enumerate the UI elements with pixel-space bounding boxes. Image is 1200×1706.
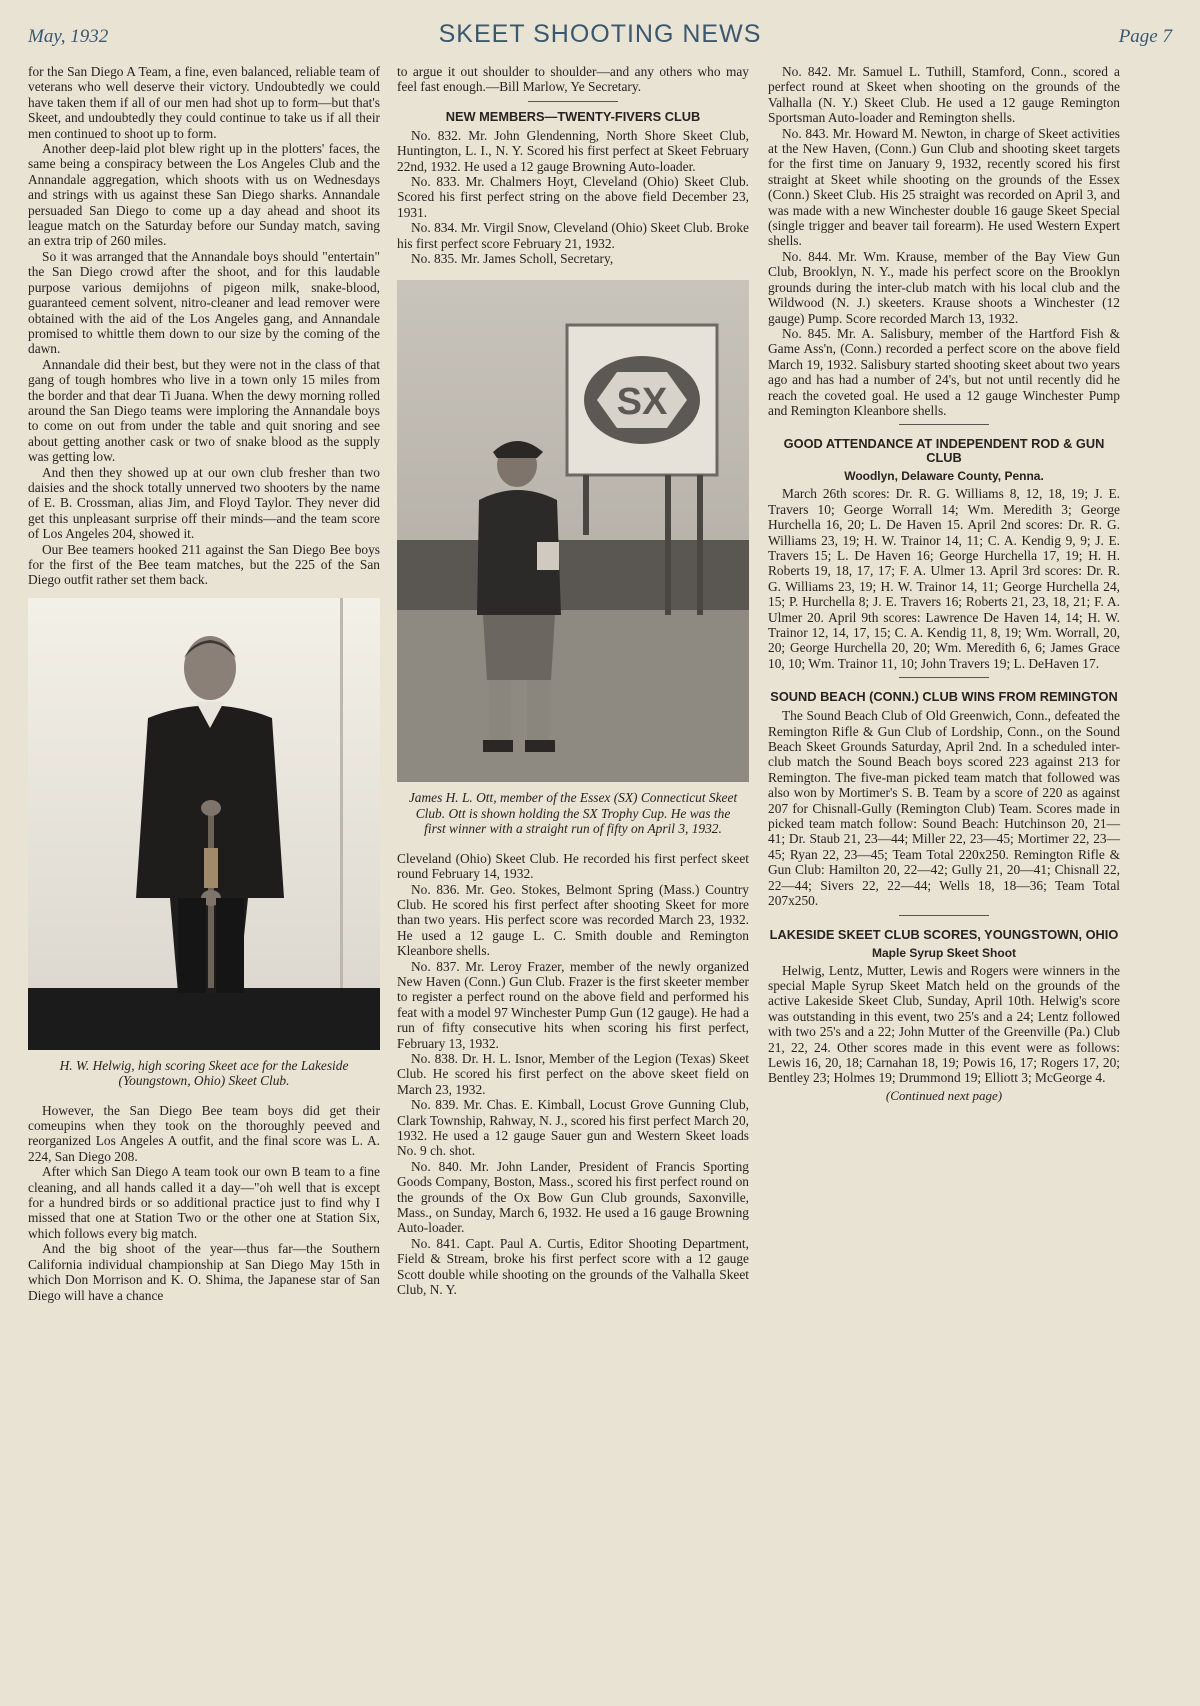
section-subheading: Maple Syrup Skeet Shoot xyxy=(871,945,1017,960)
paragraph: No. 834. Mr. Virgil Snow, Cleveland (Ohio) Skeet Club. Broke his first perfect score February 21, 1932. xyxy=(397,220,749,251)
section-subheading: Woodlyn, Delaware County, Penna. xyxy=(844,469,1044,484)
paragraph: And then they showed up at our own club fresher than two daisies and the shock totally unnerved two shooters by the name of E. B. Crossman, alias Jim, and Floyd Taylor. They never did get this unpleasant surprise off their minds—and the team score of Los Angeles 204, showed it. xyxy=(28,464,380,542)
divider xyxy=(899,915,989,916)
paragraph: No. 840. Mr. John Lander, President of Francis Sporting Goods Company, Boston, Mass., scored his first perfect round on the grounds of the Ox Bow Gun Club grounds, Saxonville, Mass., on Sunday, March 6, 1932. He used a 16 gauge Browning Auto-loader. xyxy=(397,1158,749,1236)
paragraph: No. 843. Mr. Howard M. Newton, in charge of Skeet activities at the New Haven, (Conn.) Gun Club and shooting skeet targets for the first time on January 9, 1932, recently scored his first straight at Skeet while shooting on the grounds of the Essex (Conn.) Skeet Club. His 25 straight was recorded on April 3, and was made with a new Winchester double 16 gauge Skeet Special (single trigger and beaver tail forearm). He used Western Expert shells. xyxy=(768,125,1120,249)
ott-photo-image xyxy=(397,280,749,782)
paragraph: Annandale did their best, but they were not in the class of that gang of tough hombres who live in a town only 15 miles from the border and that dear Ti Juana. When the dewy morning rolled around the San Diego teams were imploring the Annandale boys to come on out from under the table and quit snoring and see about getting another cask or two of snake blood as the supply was getting low. xyxy=(28,356,380,465)
section-heading: LAKESIDE SKEET CLUB SCORES, YOUNGSTOWN, OHIO xyxy=(769,926,1119,942)
page-number: Page 7 xyxy=(1118,26,1172,47)
paragraph: No. 839. Mr. Chas. E. Kimball, Locust Grove Gunning Club, Clark Township, Rahway, N. J., scored his first perfect March 20, 1932. He used a 12 gauge Sauer gun and Western Skeet loads No. 9 ch. shot. xyxy=(397,1097,749,1159)
divider xyxy=(899,677,989,678)
paragraph: And the big shoot of the year—thus far—the Southern California individual championship at San Diego May 15th in which Don Morrison and K. O. Shima, the Japanese star of San Diego will have a chance xyxy=(28,1241,380,1303)
paragraph: No. 832. Mr. John Glendenning, North Shore Skeet Club, Huntington, L. I., N. Y. Scored his first perfect at Skeet February 22nd, 1932. He used a 12 gauge Browning Auto-loader. xyxy=(397,127,749,174)
issue-date: May, 1932 xyxy=(28,26,109,47)
paragraph: No. 833. Mr. Chalmers Hoyt, Cleveland (Ohio) Skeet Club. Scored his first perfect string on the above field December 23, 1931. xyxy=(397,174,749,220)
paragraph: The Sound Beach Club of Old Greenwich, Conn., defeated the Remington Rifle & Gun Club of Lordship, Conn., on the Sound Beach Skeet Grounds Saturday, April 2nd. In a scheduled inter-club match the Sound Beach boys scored 223 against 213 for Remington. The five-man picked team match that followed was also won by Mortimer's S. B. Team by a score of 220 as against 207 for Chisnall-Gully (Remington Club) Team. Scores made in picked team match follow: Sound Beach: Hutchinson 20, 21—41; Dr. Staub 21, 23—44; Miller 22, 23—45; Mortimer 22, 23—45; Ryan 22, 23—45; Team Total 220x250. Remington Rifle & Gun Club: Hamilton 20, 22—42; Gully 21, 20—41; Chisnall 22, 22—44; Sivers 22, 22—44; Wells 18, 18—36; Team Total 207x250. xyxy=(768,708,1120,909)
photo-caption: James H. L. Ott, member of the Essex (SX) Connecticut Skeet Club. Ott is shown holding the SX Trophy Cup. He was the first winner with a straight run of fifty on April 3, 1932. xyxy=(408,790,738,837)
paragraph: to argue it out shoulder to shoulder—and any others who may feel fast enough.—Bill Marlow, Ye Secretary. xyxy=(397,64,749,95)
paragraph: for the San Diego A Team, a fine, even balanced, reliable team of veterans who well deserve their victory. Undoubtedly we could have taken them if all of our men had shot up to form—but that's Skeet, and undoubtedly they could continue to take us if all their men continued to shoot up to form. xyxy=(28,64,380,141)
paragraph: No. 842. Mr. Samuel L. Tuthill, Stamford, Conn., scored a perfect round at Skeet when shooting on the grounds of the Valhalla (N. Y.) Skeet Club. He used a 12 gauge Remington Sportsman Auto-loader and Remington shells. xyxy=(768,64,1120,126)
column-2 xyxy=(397,64,749,1297)
paragraph: Cleveland (Ohio) Skeet Club. He recorded his first perfect skeet round February 14, 1932. xyxy=(397,850,749,882)
paragraph: No. 844. Mr. Wm. Krause, member of the Bay View Gun Club, Brooklyn, N. Y., made his perfect score on the Brooklyn grounds during the inter-club match with his local club and the Wildwood (N. J.) skeeters. Krause shoots a Winchester (12 gauge) Pump. Score recorded March 13, 1932. xyxy=(768,248,1120,326)
column-3 xyxy=(768,64,1120,1104)
paragraph: After which San Diego A team took our own B team to a fine cleaning, and all hands called it a day—"oh well that is except for a hundred birds or so additional practice just to find why I missed that one at Station Two or the other one at Station Six, which follows every big match. xyxy=(28,1164,380,1241)
column-1 xyxy=(28,64,380,1303)
paragraph: No. 838. Dr. H. L. Isnor, Member of the Legion (Texas) Skeet Club. He scored his first perfect on the above skeet field on March 23, 1932. xyxy=(397,1050,749,1097)
continued-note: (Continued next page) xyxy=(885,1087,1003,1103)
helwig-photo xyxy=(28,598,380,1050)
paragraph: No. 841. Capt. Paul A. Curtis, Editor Shooting Department, Field & Stream, broke his first perfect score with a 12 gauge Scott double while shooting on the grounds of the Valhalla Skeet Club, N. Y. xyxy=(397,1235,749,1298)
page-header xyxy=(28,18,1172,58)
trophy-sign-letters: SX xyxy=(616,381,668,424)
paragraph: No. 835. Mr. James Scholl, Secretary, xyxy=(411,251,614,267)
paragraph: No. 837. Mr. Leroy Frazer, member of the newly organized New Haven (Conn.) Gun Club. Frazer is the first skeeter member to register a perfect round on the above field and performed his feat with a model 97 Winchester Pump Gun (12 gauge). He had a run of fifty consecutive hits when scoring his first perfect, February 13, 1932. xyxy=(397,958,749,1051)
helwig-photo-image xyxy=(28,598,380,1050)
ott-photo xyxy=(397,280,749,782)
paragraph: No. 845. Mr. A. Salisbury, member of the Hartford Fish & Game Ass'n, (Conn.) recorded a perfect score on the above field March 19, 1932. Salisbury started shooting skeet about two years ago and has had a number of 24's, but not until recently did he reach the coveted goal. He used a 12 gauge Winchester Pump and Remington Kleanbore shells. xyxy=(768,325,1120,418)
paragraph: March 26th scores: Dr. R. G. Williams 8, 12, 18, 19; J. E. Travers 10; George Worrall 14; Wm. Meredith 3; George Hurchella 16, 20; L. De Haven 15. April 2nd scores: Dr. R. G. Williams 23, 19; H. W. Trainor 14, 11; C. A. Kendig 9, 9; J. E. Travers 15; L. De Haven 16; George Hurchella 17, 19; H. H. Roberts 19, 18, 17, 17; F. A. Ulmer 13. April 3rd scores: Dr. R. G. Williams 23, 19; H. W. Trainor 14, 11; George Hurchella 24, 15; P. Hurchella 8; J. E. Travers 16; Roberts 21, 23, 18, 21; F. A. Ulmer 20. April 9th scores: Lawrence De Haven 14, 14; H. W. Trainor 12, 14, 17, 15; C. A. Kendig 11, 8, 19; Wm. Worrall, 20, 20; George Hurchella 20, 20; Wm. Meredith 6, 6; James Grace 10, 10; Wm. Trainor 11, 10; John Travers 19; L. DeHaven 17. xyxy=(768,486,1120,671)
publication-title: SKEET SHOOTING NEWS xyxy=(438,20,762,48)
photo-caption: H. W. Helwig, high scoring Skeet ace for the Lakeside (Youngstown, Ohio) Skeet Club. xyxy=(59,1057,349,1089)
section-heading: NEW MEMBERS—TWENTY-FIVERS CLUB xyxy=(445,108,701,124)
paragraph: So it was arranged that the Annandale boys should "entertain" the San Diego crowd after the shoot, and for this laudable purpose various demijohns of pigeon milk, snake-blood, guaranteed cement solvent, nitro-cleaner and lead remover were obtained with the aid of the Los Angeles gang, and Annandale promised to whittle them down to our size by the coming of the dawn. xyxy=(28,248,380,357)
section-heading: GOOD ATTENDANCE AT INDEPENDENT ROD & GUN CLUB xyxy=(783,436,1105,466)
divider xyxy=(528,101,618,102)
paragraph: Another deep-laid plot blew right up in the plotters' faces, the same being a conspiracy between the Los Angeles Club and the Annandale aggregation, which shoots with us on Wednesdays and strings with us against these San Diego sharks. Annandale persuaded San Diego to come up a day ahead and shoot its league match on the Saturday before our Sunday match, saving an extra trip of 260 miles. xyxy=(28,141,380,249)
divider xyxy=(899,424,989,425)
paragraph: However, the San Diego Bee team boys did get their comeupins when they took on the thoroughly peeved and reorganized Los Angeles A outfit, and the final score was L. A. 224, San Diego 208. xyxy=(28,1102,380,1164)
paragraph: Helwig, Lentz, Mutter, Lewis and Rogers were winners in the special Maple Syrup Skeet Match held on the grounds of the active Lakeside Skeet Club, Sunday, April 10th. Helwig's score was outstanding in this event, two 25's and a 24; Lentz followed with two 25's and a 22; John Mutter of the Greenville (Pa.) Club 21, 22, 24. Other scores made in this event were as follows: Lewis 16, 20, 18; Carnahan 18, 19; Powis 16, 17; Rogers 17, 20; Bentley 23; Holmes 19; Drummond 19; Elliott 3; McGeorge 4. xyxy=(768,962,1120,1086)
paragraph: Our Bee teamers hooked 211 against the San Diego Bee boys for the first of the Bee team matches, but the 225 of the San Diego outfit rather set them back. xyxy=(28,541,380,588)
section-heading: SOUND BEACH (CONN.) CLUB WINS FROM REMINGTON xyxy=(770,689,1118,705)
paragraph: No. 836. Mr. Geo. Stokes, Belmont Spring (Mass.) Country Club. He scored his first perfect after shooting Skeet for more than two years. His perfect score was recorded March 23, 1932. He used a 12 gauge L. C. Smith double and Remington Kleanbore shells. xyxy=(397,881,749,959)
